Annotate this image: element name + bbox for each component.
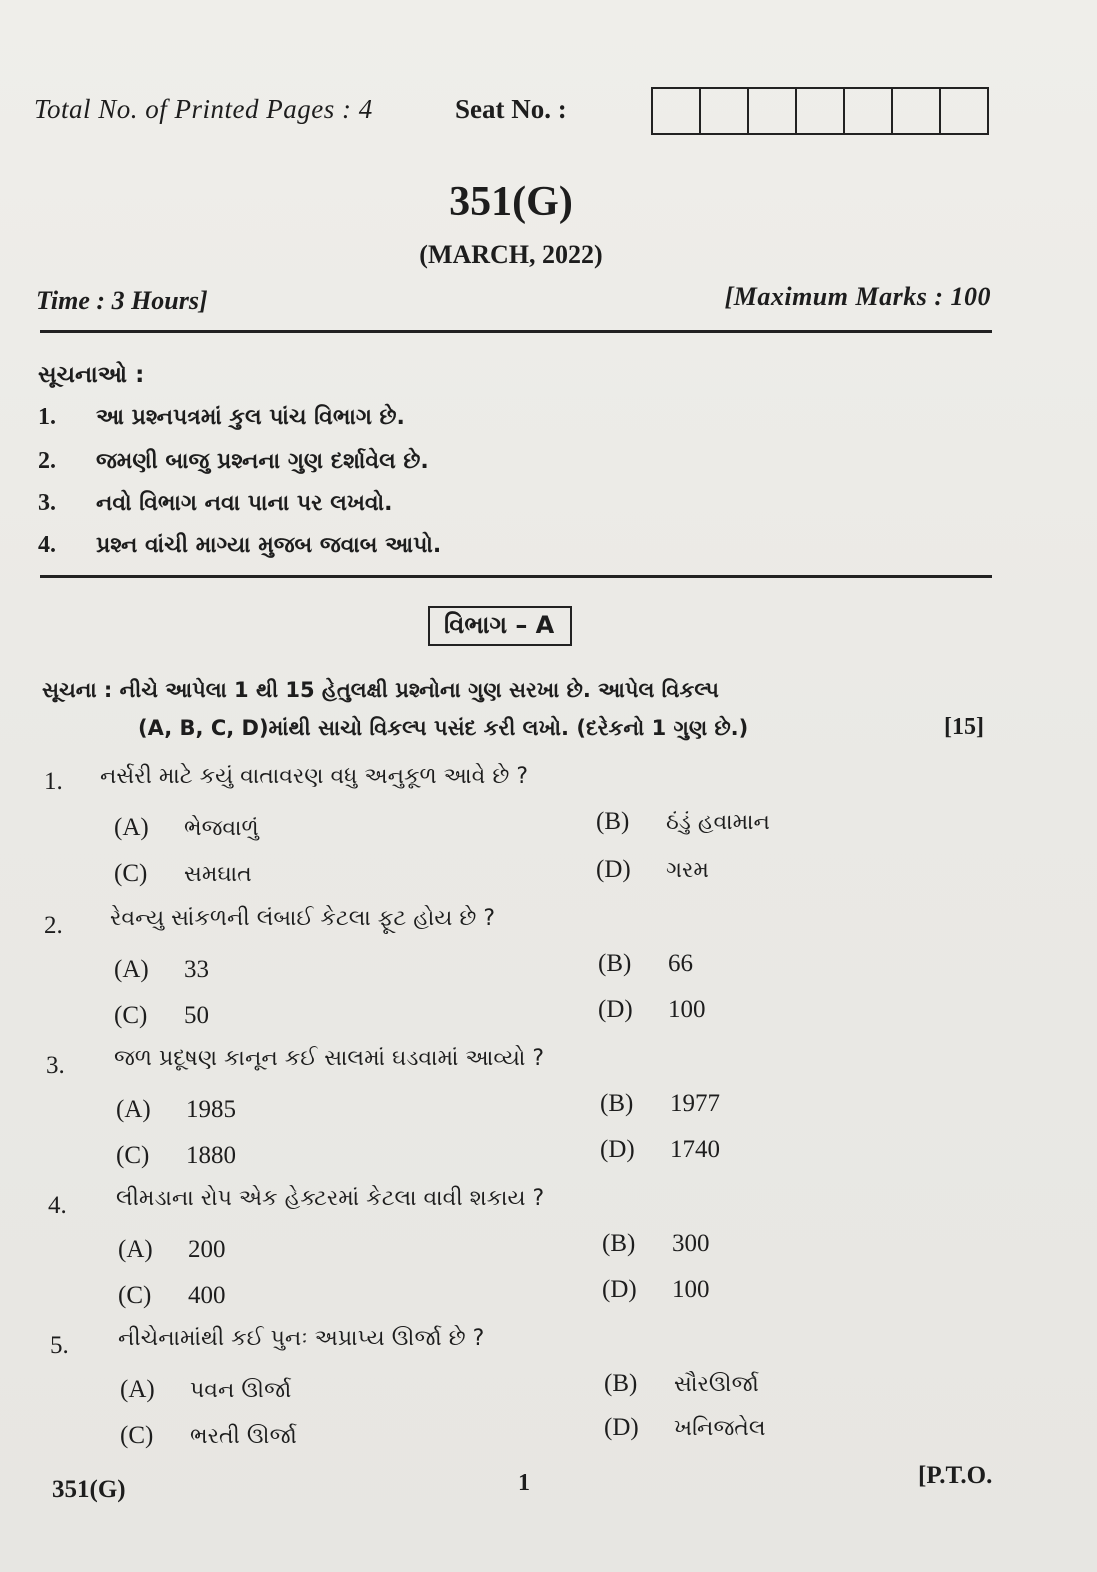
option-label: (C) [114, 1002, 148, 1029]
option-text: 1740 [670, 1136, 720, 1163]
option-text: સૌરઊર્જા [674, 1372, 759, 1397]
instruction-item [38, 490, 393, 517]
instruction-item [38, 404, 405, 431]
question-text: રેવન્યુ સાંકળની લંબાઈ કેટલા ફૂટ હોય છે ? [110, 906, 496, 931]
printed-pages-text: Total No. of Printed Pages : 4 [34, 94, 373, 124]
seat-number-label: Seat No. : [455, 94, 567, 124]
option-b [604, 1370, 759, 1398]
paper-code: 351(G) [449, 179, 573, 225]
instructions-title: સૂચનાઓ : [38, 362, 145, 388]
option-label: (C) [118, 1282, 152, 1309]
option-text: ખનિજતેલ [674, 1416, 766, 1441]
option-label: (A) [118, 1236, 153, 1263]
option-d [602, 1276, 710, 1304]
question-text: નીચેનામાંથી કઈ પુનઃ અપ્રાપ્ય ઊર્જા છે ? [118, 1326, 485, 1351]
option-a [116, 1096, 236, 1124]
option-label: (B) [604, 1370, 638, 1397]
maximum-marks: [Maximum Marks : 100 [724, 282, 991, 311]
section-note-line1: સૂચના : નીચે આપેલા 1 થી 15 હેતુલક્ષી પ્રશ્નોના ગુણ સરખા છે. આપેલ વિકલ્પ [42, 678, 719, 702]
instruction-text: નવો વિભાગ નવા પાના પર લખવો. [96, 491, 393, 516]
instruction-item [38, 532, 441, 559]
option-c [120, 1422, 297, 1450]
seat-box [797, 89, 845, 133]
seat-box [653, 89, 701, 133]
option-label: (C) [114, 860, 148, 887]
instruction-text: જમણી બાજુ પ્રશ્નના ગુણ દર્શાવેલ છે. [96, 449, 429, 474]
option-label: (A) [120, 1376, 155, 1403]
option-label: (C) [120, 1422, 154, 1449]
seat-box [893, 89, 941, 133]
option-d [604, 1414, 765, 1442]
exam-date: (MARCH, 2022) [419, 240, 603, 269]
please-turn-over: [P.T.O. [918, 1462, 993, 1489]
option-label: (C) [116, 1142, 150, 1169]
option-a [120, 1376, 291, 1404]
option-label: (D) [598, 996, 633, 1023]
option-label: (A) [114, 956, 149, 983]
divider [40, 330, 992, 333]
instruction-text: આ પ્રશ્નપત્રમાં કુલ પાંચ વિભાગ છે. [96, 405, 405, 430]
option-text: 50 [184, 1002, 209, 1029]
instruction-number: 4. [38, 532, 56, 558]
section-marks: [15] [944, 714, 984, 740]
seat-box [941, 89, 987, 133]
option-d [600, 1136, 720, 1164]
option-label: (B) [600, 1090, 634, 1117]
option-label: (B) [598, 950, 632, 977]
seat-box [701, 89, 749, 133]
option-text: 1977 [670, 1090, 720, 1117]
footer-paper-code: 351(G) [52, 1476, 126, 1503]
option-text: 100 [672, 1276, 710, 1303]
question-number: 4. [48, 1192, 67, 1219]
option-label: (B) [596, 808, 630, 835]
seat-number-boxes [651, 87, 989, 135]
question-text: લીમડાના રોપ એક હેક્ટરમાં કેટલા વાવી શકાય ? [116, 1186, 545, 1211]
option-text: સમઘાત [184, 862, 252, 887]
option-a [114, 956, 209, 984]
option-a [114, 814, 259, 842]
option-text: ભરતી ઊર્જા [190, 1424, 297, 1449]
option-c [114, 860, 252, 888]
option-text: 400 [188, 1282, 226, 1309]
option-label: (D) [602, 1276, 637, 1303]
option-a [118, 1236, 226, 1264]
option-text: ઠંડું હવામાન [666, 810, 770, 835]
option-text: 66 [668, 950, 693, 977]
divider [40, 575, 992, 578]
instruction-number: 2. [38, 448, 56, 474]
exam-time: Time : 3 Hours] [36, 286, 208, 315]
option-text: 200 [188, 1236, 226, 1263]
option-label: (B) [602, 1230, 636, 1257]
instruction-number: 1. [38, 404, 56, 430]
instruction-number: 3. [38, 490, 56, 516]
instruction-item [38, 448, 429, 475]
option-text: ગરમ [666, 858, 709, 883]
option-text: 33 [184, 956, 209, 983]
option-label: (A) [114, 814, 149, 841]
option-text: પવન ઊર્જા [190, 1378, 292, 1403]
option-text: 300 [672, 1230, 710, 1257]
option-b [602, 1230, 710, 1258]
section-title: વિભાગ – A [428, 606, 572, 646]
question-text: જળ પ્રદૂષણ કાનૂન કઈ સાલમાં ઘડવામાં આવ્યો ? [114, 1046, 545, 1071]
option-c [114, 1002, 209, 1030]
question-number: 3. [46, 1052, 65, 1079]
question-number: 2. [44, 912, 63, 939]
option-d [598, 996, 706, 1024]
option-c [118, 1282, 226, 1310]
question-text: નર્સરી માટે કયું વાતાવરણ વધુ અનુકૂળ આવે છે ? [100, 764, 529, 789]
option-c [116, 1142, 236, 1170]
option-label: (D) [604, 1414, 639, 1441]
option-b [600, 1090, 720, 1118]
option-b [598, 950, 693, 978]
option-text: ભેજવાળું [184, 816, 259, 841]
option-text: 1985 [186, 1096, 236, 1123]
option-label: (D) [600, 1136, 635, 1163]
page-number: 1 [518, 1470, 530, 1496]
option-d [596, 856, 709, 884]
option-label: (A) [116, 1096, 151, 1123]
section-note-line2: (A, B, C, D)માંથી સાચો વિકલ્પ પસંદ કરી લખો. (દરેકનો 1 ગુણ છે.) [138, 716, 749, 740]
seat-box [845, 89, 893, 133]
question-number: 5. [50, 1332, 69, 1359]
instruction-text: પ્રશ્ન વાંચી માગ્યા મુજબ જવાબ આપો. [96, 533, 442, 558]
option-text: 1880 [186, 1142, 236, 1169]
option-label: (D) [596, 856, 631, 883]
seat-box [749, 89, 797, 133]
question-number: 1. [44, 768, 63, 795]
option-b [596, 808, 770, 836]
option-text: 100 [668, 996, 706, 1023]
